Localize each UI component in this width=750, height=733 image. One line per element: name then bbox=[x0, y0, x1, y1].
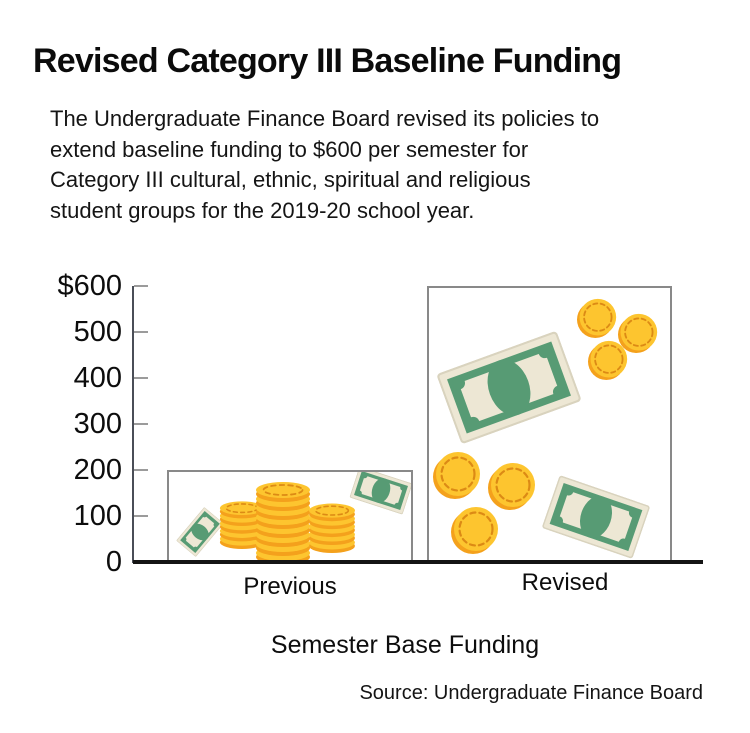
y-tick-label: 100 bbox=[73, 500, 122, 532]
banknote-icon bbox=[349, 470, 412, 515]
y-tick-mark bbox=[134, 285, 148, 287]
coin-icon bbox=[488, 462, 536, 510]
y-tick-mark bbox=[134, 377, 148, 379]
y-tick-label: 300 bbox=[73, 408, 122, 440]
y-tick-label: 500 bbox=[73, 316, 122, 348]
y-axis-line bbox=[132, 286, 134, 563]
coin-stack-icon bbox=[308, 500, 356, 553]
x-axis-line bbox=[133, 560, 703, 564]
source-credit: Source: Undergraduate Finance Board bbox=[359, 682, 703, 704]
coin-icon bbox=[577, 298, 617, 338]
banknote-icon bbox=[541, 475, 650, 559]
coin-icon bbox=[588, 340, 628, 380]
x-axis-title: Semester Base Funding bbox=[270, 631, 540, 659]
y-tick-label: 0 bbox=[105, 546, 122, 578]
y-tick-label: $600 bbox=[57, 270, 122, 302]
y-tick-mark bbox=[134, 331, 148, 333]
page-title: Revised Category III Baseline Funding bbox=[33, 42, 622, 80]
coin-stack-icon bbox=[255, 473, 311, 562]
y-tick-mark bbox=[134, 515, 148, 517]
category-label-previous: Previous bbox=[243, 573, 337, 600]
y-tick-label: 400 bbox=[73, 362, 122, 394]
bar-previous bbox=[167, 470, 413, 562]
y-tick-mark bbox=[134, 469, 148, 471]
banknote-icon bbox=[436, 330, 582, 444]
category-label-revised: Revised bbox=[521, 569, 609, 596]
y-tick-label: 200 bbox=[73, 454, 122, 486]
y-tick-mark bbox=[134, 423, 148, 425]
subtitle-line: The Undergraduate Finance Board revised its policies to bbox=[50, 106, 600, 131]
subtitle-line: extend baseline funding to $600 per semester for bbox=[50, 136, 529, 162]
coin-icon bbox=[451, 506, 499, 554]
coin-icon bbox=[433, 451, 481, 499]
bar-revised bbox=[427, 286, 672, 562]
banknote-icon bbox=[176, 507, 224, 557]
subtitle-line: student groups for the 2019-20 school year. bbox=[50, 197, 475, 223]
subtitle-line: Category III cultural, ethnic, spiritual and religious bbox=[50, 167, 531, 192]
chart-subtitle bbox=[50, 104, 599, 226]
